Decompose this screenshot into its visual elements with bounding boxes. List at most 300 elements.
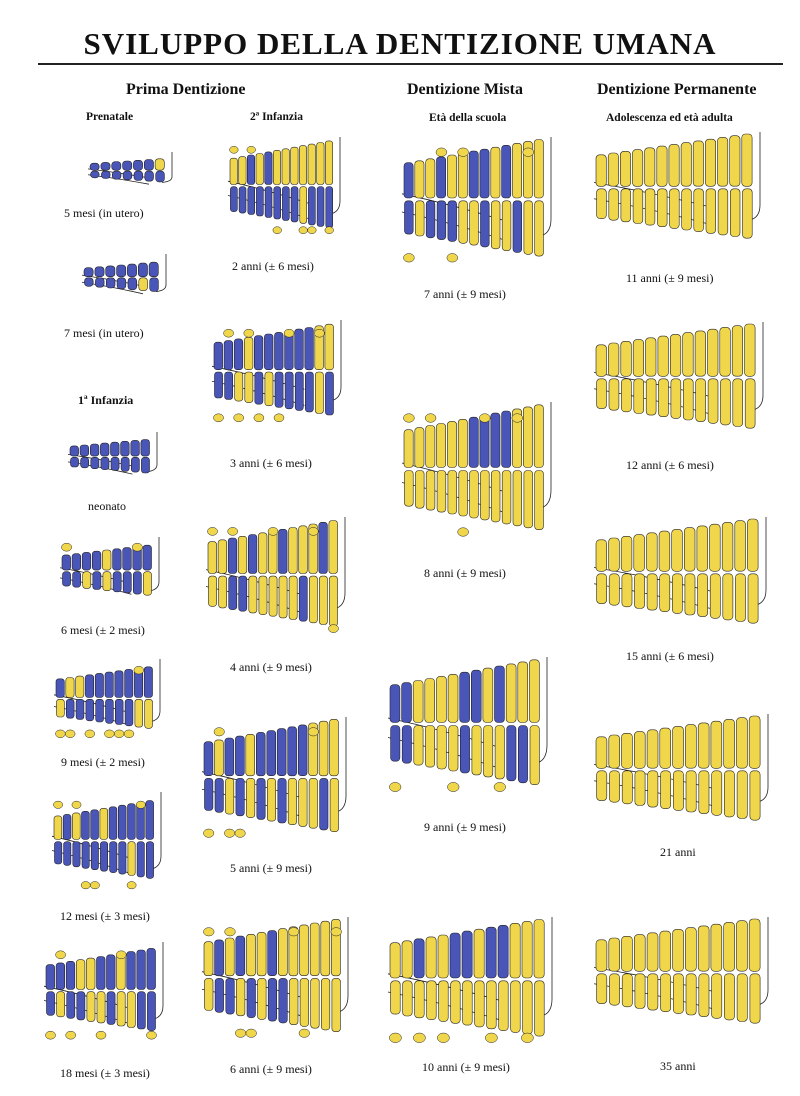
deciduous-tooth <box>127 952 136 990</box>
permanent-tooth <box>669 144 679 186</box>
title-rule <box>38 63 783 65</box>
deciduous-tooth <box>95 267 104 277</box>
deciduous-tooth <box>295 329 304 370</box>
deciduous-tooth <box>326 187 333 228</box>
caption-y35: 35 anni <box>660 1059 696 1073</box>
deciduous-tooth <box>73 572 81 588</box>
permanent-tooth <box>686 974 696 1015</box>
permanent-tooth <box>747 519 758 571</box>
tooth-bud <box>308 728 318 736</box>
permanent-tooth <box>718 189 728 235</box>
section-mixed: Dentizione Mista <box>407 81 523 98</box>
figure-prenatal-5m <box>86 150 176 195</box>
caption-y21: 21 anni <box>660 845 696 859</box>
permanent-tooth <box>309 778 317 828</box>
tooth-bud <box>436 148 447 157</box>
permanent-tooth <box>609 574 619 605</box>
deciduous-tooth <box>55 842 62 864</box>
permanent-tooth <box>458 153 467 198</box>
tooth-bud <box>247 146 256 153</box>
permanent-tooth <box>646 338 657 376</box>
permanent-tooth <box>437 424 446 468</box>
deciduous-tooth <box>215 372 223 398</box>
permanent-tooth <box>608 153 618 186</box>
figure-y5 <box>200 715 350 850</box>
deciduous-tooth <box>486 927 496 978</box>
permanent-tooth <box>321 921 330 976</box>
caption-y9: 9 anni (± 9 mesi) <box>424 820 506 834</box>
deciduous-tooth <box>285 372 293 409</box>
permanent-tooth <box>634 379 644 414</box>
tooth-bud <box>72 801 81 808</box>
permanent-tooth <box>699 771 709 814</box>
permanent-tooth <box>633 150 643 187</box>
deciduous-tooth <box>275 332 284 369</box>
permanent-tooth <box>698 723 709 768</box>
tooth-bud <box>65 730 75 738</box>
deciduous-tooth <box>145 171 154 181</box>
tooth-bud <box>329 625 339 633</box>
permanent-tooth <box>279 576 287 618</box>
figure-y35 <box>592 915 772 1040</box>
caption-y12: 12 anni (± 6 mesi) <box>626 458 714 472</box>
permanent-tooth <box>648 771 658 807</box>
permanent-tooth <box>657 189 667 227</box>
permanent-tooth <box>659 379 669 417</box>
permanent-tooth <box>86 958 95 989</box>
permanent-tooth <box>660 728 671 768</box>
permanent-tooth <box>672 574 682 614</box>
permanent-tooth <box>706 189 716 234</box>
dentition-drawing <box>86 150 176 195</box>
permanent-tooth <box>289 528 298 574</box>
permanent-tooth <box>696 379 706 422</box>
tooth-bud <box>66 1031 76 1039</box>
permanent-tooth <box>278 929 287 976</box>
deciduous-tooth <box>107 992 115 1025</box>
permanent-tooth <box>530 726 539 785</box>
permanent-tooth <box>522 921 532 978</box>
permanent-tooth <box>732 326 743 377</box>
tooth-bud <box>437 1033 449 1043</box>
deciduous-tooth <box>229 576 237 610</box>
deciduous-tooth <box>56 963 65 990</box>
permanent-tooth <box>103 572 111 591</box>
permanent-tooth <box>622 974 632 1007</box>
permanent-tooth <box>647 730 658 768</box>
tooth-bud <box>56 730 66 738</box>
deciduous-tooth <box>91 810 99 840</box>
permanent-tooth <box>415 981 425 1018</box>
dentition-drawing <box>386 655 551 805</box>
permanent-tooth <box>300 925 309 976</box>
deciduous-tooth <box>82 552 91 570</box>
deciduous-tooth <box>137 950 146 990</box>
permanent-tooth <box>661 974 671 1012</box>
permanent-tooth <box>405 471 414 507</box>
tooth-bud <box>458 148 469 157</box>
figure-m6 <box>58 535 163 613</box>
tooth-bud <box>127 882 136 889</box>
deciduous-tooth <box>236 936 245 976</box>
deciduous-tooth <box>80 445 89 456</box>
tooth-bud <box>485 1033 497 1043</box>
permanent-tooth <box>289 576 297 619</box>
permanent-tooth <box>635 974 645 1009</box>
permanent-tooth <box>724 719 735 768</box>
permanent-tooth <box>447 421 456 467</box>
permanent-tooth <box>139 278 148 291</box>
permanent-tooth <box>238 536 247 573</box>
tooth-bud <box>85 730 95 738</box>
permanent-tooth <box>609 538 620 571</box>
deciduous-tooth <box>288 727 297 776</box>
permanent-tooth <box>258 978 267 1019</box>
dentition-drawing <box>210 318 345 433</box>
deciduous-tooth <box>100 443 109 456</box>
tooth-bud <box>204 829 214 837</box>
deciduous-tooth <box>502 145 511 198</box>
deciduous-tooth <box>460 726 469 774</box>
deciduous-tooth <box>112 162 121 171</box>
dentition-drawing <box>52 657 164 747</box>
tooth-bud <box>284 329 294 337</box>
deciduous-tooth <box>62 555 71 570</box>
figure-m9 <box>52 657 164 747</box>
tooth-bud <box>389 1033 401 1043</box>
deciduous-tooth <box>215 778 223 812</box>
deciduous-tooth <box>224 341 233 370</box>
permanent-tooth <box>733 379 743 427</box>
permanent-tooth <box>535 201 544 256</box>
tooth-bud <box>214 414 224 422</box>
permanent-tooth <box>437 471 446 513</box>
permanent-tooth <box>448 471 457 515</box>
tooth-bud <box>274 414 284 422</box>
deciduous-tooth <box>110 842 117 873</box>
deciduous-tooth <box>235 736 244 776</box>
permanent-tooth <box>256 154 263 185</box>
figure-y6 <box>200 915 352 1050</box>
permanent-tooth <box>750 974 760 1023</box>
permanent-tooth <box>76 676 84 697</box>
deciduous-tooth <box>111 442 120 456</box>
deciduous-tooth <box>248 187 255 215</box>
permanent-tooth <box>499 981 509 1031</box>
tooth-bud <box>235 829 245 837</box>
deciduous-tooth <box>225 372 233 400</box>
deciduous-tooth <box>480 415 489 467</box>
figure-y10 <box>386 915 556 1055</box>
permanent-tooth <box>230 158 237 184</box>
permanent-tooth <box>633 189 643 224</box>
permanent-tooth <box>426 471 435 511</box>
permanent-tooth <box>117 992 125 1026</box>
permanent-tooth <box>596 540 607 572</box>
permanent-tooth <box>673 726 684 768</box>
permanent-tooth <box>246 734 255 776</box>
tooth-bud <box>96 1031 106 1039</box>
figure-y3 <box>210 318 345 433</box>
permanent-tooth <box>710 574 720 619</box>
deciduous-tooth <box>134 171 143 180</box>
permanent-tooth <box>697 526 708 571</box>
permanent-tooth <box>524 471 533 528</box>
permanent-tooth <box>745 379 755 428</box>
permanent-tooth <box>426 426 435 468</box>
permanent-tooth <box>670 189 680 229</box>
permanent-tooth <box>308 144 315 184</box>
permanent-tooth <box>474 929 484 978</box>
tooth-bud <box>299 1029 310 1037</box>
permanent-tooth <box>269 576 277 616</box>
dentition-drawing <box>400 400 555 550</box>
deciduous-tooth <box>147 948 156 989</box>
permanent-tooth <box>415 428 424 468</box>
tooth-bud <box>147 1031 157 1039</box>
permanent-tooth <box>249 576 257 613</box>
permanent-tooth <box>470 471 479 519</box>
dentition-drawing <box>58 535 163 613</box>
deciduous-tooth <box>107 955 116 990</box>
permanent-tooth <box>684 528 695 572</box>
permanent-tooth <box>404 430 413 468</box>
caption-y2: 2 anni (± 6 mesi) <box>232 259 314 273</box>
permanent-tooth <box>449 726 458 772</box>
figure-y12 <box>592 320 767 445</box>
permanent-tooth <box>437 726 446 770</box>
dentition-drawing <box>42 940 167 1050</box>
permanent-tooth <box>513 471 522 526</box>
deciduous-tooth <box>56 679 64 698</box>
permanent-tooth <box>597 771 607 801</box>
deciduous-tooth <box>106 266 115 277</box>
permanent-tooth <box>721 379 731 425</box>
deciduous-tooth <box>146 842 153 879</box>
permanent-tooth <box>481 471 490 520</box>
deciduous-tooth <box>95 673 103 697</box>
permanent-tooth <box>695 331 706 376</box>
permanent-tooth <box>621 536 632 571</box>
deciduous-tooth <box>111 457 119 470</box>
permanent-tooth <box>745 324 756 376</box>
deciduous-tooth <box>264 334 273 370</box>
permanent-tooth <box>673 974 683 1014</box>
permanent-tooth <box>660 574 670 612</box>
permanent-tooth <box>730 189 740 237</box>
permanent-tooth <box>621 189 631 222</box>
permanent-tooth <box>330 778 338 831</box>
tooth-bud <box>224 329 234 337</box>
permanent-tooth <box>646 379 656 415</box>
permanent-tooth <box>622 574 632 607</box>
permanent-tooth <box>597 974 607 1004</box>
permanent-tooth <box>647 533 658 571</box>
permanent-tooth <box>518 662 528 723</box>
deciduous-tooth <box>256 732 265 775</box>
permanent-tooth <box>309 576 317 623</box>
permanent-tooth <box>502 471 511 524</box>
permanent-tooth <box>391 981 401 1014</box>
deciduous-tooth <box>268 931 277 976</box>
deciduous-tooth <box>91 171 100 178</box>
permanent-tooth <box>750 771 760 820</box>
tooth-bud <box>124 730 134 738</box>
deciduous-tooth <box>123 548 132 571</box>
deciduous-tooth <box>66 699 74 718</box>
permanent-tooth <box>724 974 734 1020</box>
permanent-tooth <box>245 372 253 403</box>
deciduous-tooth <box>125 669 133 697</box>
permanent-tooth <box>510 923 520 978</box>
deciduous-tooth <box>117 278 126 289</box>
deciduous-tooth <box>141 457 149 473</box>
permanent-tooth <box>534 920 544 979</box>
permanent-tooth <box>143 572 151 596</box>
deciduous-tooth <box>230 187 237 212</box>
tooth-bud <box>114 730 124 738</box>
deciduous-tooth <box>495 666 505 723</box>
deciduous-tooth <box>109 807 117 840</box>
deciduous-tooth <box>128 278 137 290</box>
caption-y4: 4 anni (± 9 mesi) <box>230 660 312 674</box>
permanent-tooth <box>647 574 657 610</box>
deciduous-tooth <box>308 187 315 225</box>
deciduous-tooth <box>225 738 234 776</box>
permanent-tooth <box>596 737 607 769</box>
figure-y2 <box>226 135 344 245</box>
permanent-tooth <box>83 572 91 589</box>
deciduous-tooth <box>320 778 328 830</box>
permanent-tooth <box>244 337 253 369</box>
permanent-tooth <box>236 978 245 1015</box>
deciduous-tooth <box>137 842 144 877</box>
figure-y8 <box>400 400 555 550</box>
permanent-tooth <box>54 816 62 840</box>
deciduous-tooth <box>215 978 224 1012</box>
tooth-bud <box>331 928 342 936</box>
deciduous-tooth <box>133 572 141 594</box>
permanent-tooth <box>472 726 481 775</box>
permanent-tooth <box>97 992 105 1023</box>
permanent-tooth <box>622 771 632 804</box>
dentition-drawing <box>226 135 344 245</box>
permanent-tooth <box>724 922 735 971</box>
caption-y15: 15 anni (± 6 mesi) <box>626 649 714 663</box>
deciduous-tooth <box>141 440 150 457</box>
permanent-tooth <box>315 372 323 414</box>
deciduous-tooth <box>82 842 89 869</box>
permanent-tooth <box>415 161 424 198</box>
permanent-tooth <box>415 471 424 509</box>
deciduous-tooth <box>93 572 101 590</box>
permanent-tooth <box>730 136 740 187</box>
permanent-tooth <box>57 992 65 1017</box>
permanent-tooth <box>737 921 748 972</box>
permanent-tooth <box>299 778 307 826</box>
deciduous-tooth <box>101 457 109 469</box>
dentition-drawing <box>204 515 349 645</box>
permanent-tooth <box>535 471 544 530</box>
permanent-tooth <box>673 929 684 971</box>
tooth-bud <box>134 666 144 674</box>
permanent-tooth <box>66 678 74 698</box>
deciduous-tooth <box>268 978 277 1021</box>
permanent-tooth <box>257 932 266 975</box>
permanent-tooth <box>135 699 143 727</box>
permanent-tooth <box>57 699 65 717</box>
tooth-bud <box>136 801 145 808</box>
permanent-tooth <box>437 676 447 722</box>
permanent-tooth <box>694 189 704 232</box>
permanent-tooth <box>722 522 733 571</box>
permanent-tooth <box>317 143 324 185</box>
permanent-tooth <box>325 324 334 370</box>
permanent-tooth <box>267 778 275 821</box>
deciduous-tooth <box>137 992 145 1029</box>
deciduous-tooth <box>471 670 481 722</box>
permanent-tooth <box>743 189 753 238</box>
permanent-tooth <box>708 329 719 376</box>
permanent-tooth <box>609 379 619 410</box>
permanent-tooth <box>748 574 758 623</box>
deciduous-tooth <box>123 171 132 180</box>
permanent-tooth <box>491 471 500 522</box>
tooth-bud <box>308 227 317 234</box>
deciduous-tooth <box>305 328 314 370</box>
permanent-tooth <box>402 941 412 978</box>
deciduous-tooth <box>437 157 446 198</box>
permanent-tooth <box>609 974 619 1005</box>
permanent-tooth <box>239 157 246 185</box>
permanent-tooth <box>451 981 461 1024</box>
tooth-bud <box>389 782 401 791</box>
permanent-tooth <box>448 674 458 722</box>
deciduous-tooth <box>236 778 244 815</box>
deciduous-tooth <box>279 529 288 573</box>
permanent-tooth <box>685 574 695 615</box>
tooth-bud <box>404 414 415 423</box>
permanent-tooth <box>225 778 233 814</box>
deciduous-tooth <box>112 171 121 179</box>
tooth-bud <box>273 227 282 234</box>
permanent-tooth <box>648 974 658 1010</box>
permanent-tooth <box>413 681 423 723</box>
deciduous-tooth <box>215 940 224 976</box>
permanent-tooth <box>672 529 683 571</box>
permanent-tooth <box>718 137 728 186</box>
deciduous-tooth <box>106 278 115 288</box>
permanent-tooth <box>269 531 278 574</box>
permanent-tooth <box>215 740 224 776</box>
deciduous-tooth <box>113 572 121 592</box>
tooth-bud <box>523 148 534 157</box>
deciduous-tooth <box>113 549 122 570</box>
tooth-bud <box>288 928 299 936</box>
deciduous-tooth <box>404 163 413 198</box>
deciduous-tooth <box>143 545 152 570</box>
permanent-tooth <box>487 981 497 1029</box>
permanent-tooth <box>127 992 135 1028</box>
deciduous-tooth <box>480 149 489 198</box>
deciduous-tooth <box>437 201 446 240</box>
deciduous-tooth <box>144 667 152 698</box>
permanent-tooth <box>534 405 543 468</box>
caption-y7: 7 anni (± 9 mesi) <box>424 287 506 301</box>
deciduous-tooth <box>85 675 93 698</box>
permanent-tooth <box>681 143 691 187</box>
tooth-bud <box>208 527 218 535</box>
